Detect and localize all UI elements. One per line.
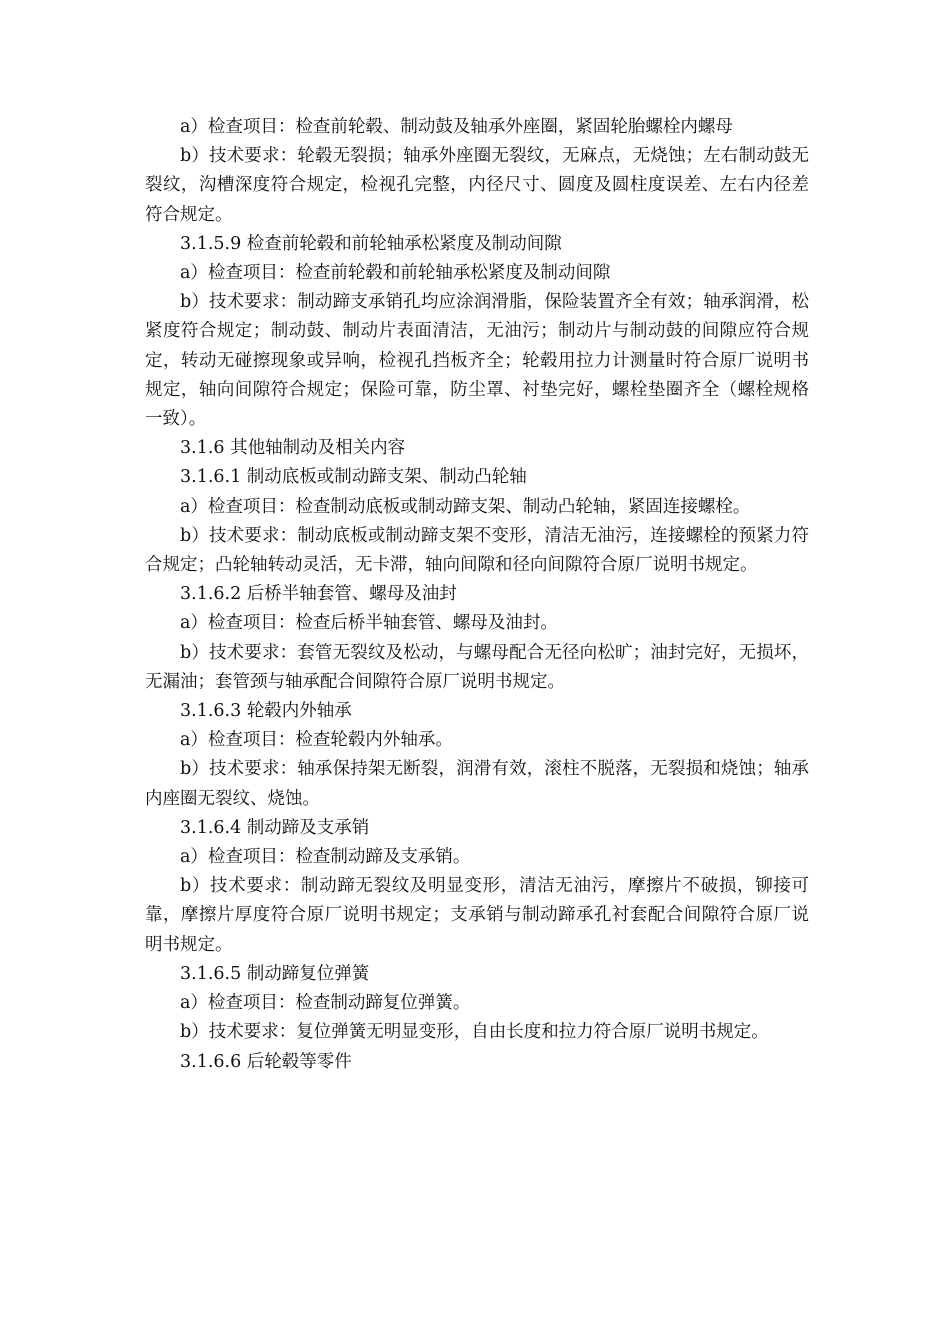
- paragraph: b）技术要求：轴承保持架无断裂，润滑有效，滚柱不脱落，无裂损和烧蚀；轴承内座圈无裂纹、烧蚀。: [145, 759, 809, 809]
- paragraph: b）技术要求：制动蹄无裂纹及明显变形，清洁无油污，摩擦片不破损，铆接可靠，摩擦片厚度符合原厂说明书规定；支承销与制动蹄承孔衬套配合间隙符合原厂说明书规定。: [145, 876, 809, 955]
- paragraph: b）技术要求：套管无裂纹及松动，与螺母配合无径向松旷；油封完好，无损坏，无漏油；套管颈与轴承配合间隙符合原厂说明书规定。: [145, 642, 809, 692]
- section-heading: 3.1.6.6 后轮毂等零件: [180, 1051, 352, 1072]
- paragraph: a）检查项目：检查前轮毂和前轮轴承松紧度及制动间隙: [180, 263, 611, 284]
- paragraph: a）检查项目：检查制动蹄复位弹簧。: [180, 993, 471, 1014]
- paragraph: b）技术要求：复位弹簧无明显变形，自由长度和拉力符合原厂说明书规定。: [180, 1022, 769, 1043]
- document-page: [145, 113, 809, 1077]
- section-heading: 3.1.6.1 制动底板或制动蹄支架、制动凸轮轴: [180, 467, 527, 488]
- section-heading: 3.1.6 其他轴制动及相关内容: [180, 438, 406, 459]
- paragraph: a）检查项目：检查轮毂内外轴承。: [180, 730, 453, 751]
- paragraph: b）技术要求：制动底板或制动蹄支架不变形，清洁无油污，连接螺栓的预紧力符合规定；凸轮轴转动灵活，无卡滞，轴向间隙和径向间隙符合原厂说明书规定。: [145, 525, 809, 576]
- section-heading: 3.1.6.2 后桥半轴套管、螺母及油封: [180, 584, 457, 605]
- section-heading: 3.1.6.5 制动蹄复位弹簧: [180, 963, 370, 984]
- section-heading: 3.1.6.3 轮毂内外轴承: [180, 701, 352, 722]
- paragraph: b）技术要求：制动蹄支承销孔均应涂润滑脂，保险装置齐全有效；轴承润滑，松紧度符合规定；制动鼓、制动片表面清洁，无油污；制动片与制动鼓的间隙应符合规定，转动无碰擦现象或异响，检视孔挡板齐全；轮毂用拉力计测量时符合原厂说明书规定，轴向间隙符合规定；保险可靠，防尘罩、衬垫完好，螺栓垫圈齐全（螺栓规格一致）。: [145, 292, 809, 430]
- section-heading: 3.1.5.9 检查前轮毂和前轮轴承松紧度及制动间隙: [180, 233, 562, 254]
- section-heading: 3.1.6.4 制动蹄及支承销: [180, 817, 370, 838]
- paragraph: a）检查项目：检查制动底板或制动蹄支架、制动凸轮轴，紧固连接螺栓。: [180, 496, 751, 517]
- paragraph: a）检查项目：检查前轮毂、制动鼓及轴承外座圈，紧固轮胎螺栓内螺母: [180, 117, 733, 137]
- paragraph: a）检查项目：检查制动蹄及支承销。: [180, 847, 471, 868]
- paragraph: b）技术要求：轮毂无裂损；轴承外座圈无裂纹，无麻点，无烧蚀；左右制动鼓无裂纹，沟槽深度符合规定，检视孔完整，内径尺寸、圆度及圆柱度误差、左右内径差符合规定。: [145, 146, 809, 225]
- paragraph: a）检查项目：检查后桥半轴套管、螺母及油封。: [180, 613, 558, 634]
